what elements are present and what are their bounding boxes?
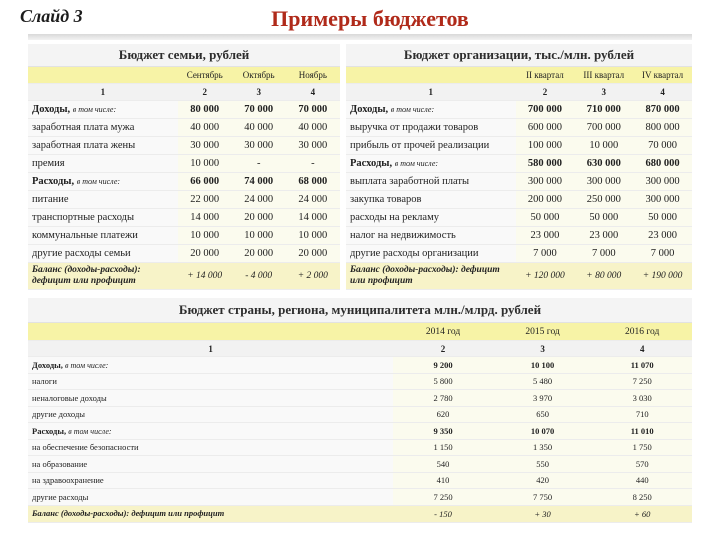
table-row [28,390,692,407]
value-cell: - [286,155,340,173]
value-cell: 7 750 [493,489,593,506]
value-cell: 410 [393,472,493,489]
value-cell: 300 000 [633,191,692,209]
balance-value: + 14 000 [178,263,232,290]
row-label-cell [28,119,178,137]
value-cell: 24 000 [286,191,340,209]
column-header-row [28,323,692,341]
value-cell: 23 000 [516,227,575,245]
value-cell: 23 000 [574,227,633,245]
country-budget-table [28,323,692,523]
row-label: Доходы, [32,104,71,115]
row-label-cell [28,489,393,506]
row-label-cell [28,245,178,263]
table-row [28,137,340,155]
row-label: премия [32,158,65,169]
value-cell: 7 250 [393,489,493,506]
table-row [346,101,692,119]
value-cell: 710 000 [574,101,633,119]
value-cell: 40 000 [178,119,232,137]
value-cell: 70 000 [232,101,286,119]
balance-row [28,505,692,522]
table-row [28,101,340,119]
value-cell: 8 250 [592,489,692,506]
row-label: неналоговые доходы [32,392,107,403]
table-row [346,227,692,245]
column-header: III квартал [574,67,633,84]
table-row [28,191,340,209]
value-cell: 20 000 [232,209,286,227]
value-cell: 80 000 [178,101,232,119]
row-label-cell [28,227,178,245]
table-row [346,173,692,191]
table-row [28,406,692,423]
table-row [346,191,692,209]
value-cell: - [232,155,286,173]
column-header-row [346,67,692,84]
value-cell: 30 000 [178,137,232,155]
table-row [28,245,340,263]
value-cell: 870 000 [633,101,692,119]
balance-value: - 150 [393,505,493,522]
balance-row [346,263,692,290]
value-cell: 50 000 [633,209,692,227]
row-label-cell [28,456,393,473]
org-table-title: Бюджет организации, тыс./млн. рублей [346,44,692,67]
value-cell: 10 000 [232,227,286,245]
column-index: 2 [393,341,493,357]
balance-value: + 2 000 [286,263,340,290]
value-cell: 20 000 [232,245,286,263]
value-cell: 68 000 [286,173,340,191]
column-header: 2015 год [493,323,593,341]
value-cell: 300 000 [516,173,575,191]
table-row [28,119,340,137]
country-budget-panel [28,298,692,526]
column-index: 2 [516,84,575,101]
row-note: в том числе: [390,105,435,114]
table-row [346,137,692,155]
column-index: 3 [493,341,593,357]
balance-label: Баланс (доходы-расходы): дефицит или профицит [346,263,516,290]
value-cell: 1 750 [592,439,692,456]
value-cell: 24 000 [232,191,286,209]
value-cell: 40 000 [286,119,340,137]
value-cell: 300 000 [633,173,692,191]
value-cell: 3 970 [493,390,593,407]
column-index: 3 [232,84,286,101]
row-label-cell [28,472,393,489]
row-label-cell [28,406,393,423]
value-cell: 50 000 [516,209,575,227]
row-label: другие расходы организации [350,248,479,259]
row-label: Расходы, [32,425,67,436]
slide-title: Примеры бюджетов [271,6,469,31]
value-cell: 10 070 [493,423,593,440]
row-label: на обеспечение безопасности [32,442,139,453]
value-cell: 9 200 [393,357,493,374]
value-cell: 420 [493,472,593,489]
value-cell: 40 000 [232,119,286,137]
row-label: другие доходы [32,409,85,420]
value-cell: 9 350 [393,423,493,440]
value-cell: 620 [393,406,493,423]
value-cell: 50 000 [574,209,633,227]
value-cell: 800 000 [633,119,692,137]
table-row [28,373,692,390]
row-label: Расходы, [32,176,75,187]
row-label: закупка товаров [350,194,422,205]
value-cell: 100 000 [516,137,575,155]
value-cell: 7 250 [592,373,692,390]
row-label: другие расходы [32,491,89,502]
value-cell: 2 780 [393,390,493,407]
row-label-cell [28,357,393,374]
value-cell: 300 000 [574,173,633,191]
balance-value: + 80 000 [574,263,633,290]
row-label: Доходы, [32,359,63,370]
row-label-cell [346,209,516,227]
table-row [28,173,340,191]
row-label-cell [346,137,516,155]
column-index-row [28,341,692,357]
family-budget-panel [28,44,340,296]
value-cell: 550 [493,456,593,473]
column-index: 4 [286,84,340,101]
table-row [28,489,692,506]
row-label-cell [346,119,516,137]
header-empty-cell [28,67,178,84]
column-index: 4 [633,84,692,101]
value-cell: 440 [592,472,692,489]
column-index: 1 [28,84,178,101]
row-label: другие расходы семьи [32,248,131,259]
column-header: 2014 год [393,323,493,341]
value-cell: 11 010 [592,423,692,440]
country-table-title: Бюджет страны, региона, муниципалитета млн./млрд. рублей [28,298,692,323]
value-cell: 5 480 [493,373,593,390]
column-index: 1 [346,84,516,101]
value-cell: 650 [493,406,593,423]
row-label: коммунальные платежи [32,230,138,241]
row-label-cell [28,390,393,407]
organization-budget-panel [346,44,692,296]
row-label-cell [346,155,516,173]
row-label: транспортные расходы [32,212,135,223]
row-label-cell [28,101,178,119]
value-cell: 66 000 [178,173,232,191]
value-cell: 5 800 [393,373,493,390]
row-label-cell [28,191,178,209]
table-row [346,155,692,173]
value-cell: 680 000 [633,155,692,173]
header-empty-cell [28,323,393,341]
value-cell: 14 000 [178,209,232,227]
value-cell: 1 150 [393,439,493,456]
value-cell: 200 000 [516,191,575,209]
table-row [28,227,340,245]
value-cell: 10 000 [574,137,633,155]
slide-label: Слайд 3 [20,6,83,26]
row-label-cell [28,439,393,456]
row-note: в том числе: [72,105,117,114]
value-cell: 22 000 [178,191,232,209]
row-label-cell [28,209,178,227]
title-divider [28,34,692,40]
table-row [28,423,692,440]
row-label: заработная плата жены [32,140,136,151]
value-cell: 7 000 [516,245,575,263]
column-index: 1 [28,341,393,357]
column-index-row [28,84,340,101]
column-header: Октябрь [232,67,286,84]
table-row [28,357,692,374]
balance-value: + 190 000 [633,263,692,290]
value-cell: 3 030 [592,390,692,407]
row-label: на здравоохранение [32,475,104,486]
value-cell: 70 000 [633,137,692,155]
value-cell: 30 000 [232,137,286,155]
balance-label: Баланс (доходы-расходы): дефицит или профицит [28,263,178,290]
balance-label: Баланс (доходы-расходы): дефицит или профицит [28,505,393,522]
table-row [28,456,692,473]
value-cell: 10 100 [493,357,593,374]
row-label-cell [28,173,178,191]
value-cell: 600 000 [516,119,575,137]
value-cell: 630 000 [574,155,633,173]
value-cell: 7 000 [633,245,692,263]
column-header: Ноябрь [286,67,340,84]
row-label: заработная плата мужа [32,122,135,133]
row-label: Доходы, [350,104,389,115]
table-row [28,155,340,173]
balance-row [28,263,340,290]
row-note: в том числе: [394,159,439,168]
column-header: II квартал [516,67,575,84]
value-cell: 10 000 [178,227,232,245]
row-label-cell [346,173,516,191]
column-header-row [28,67,340,84]
column-header: Сентябрь [178,67,232,84]
value-cell: 70 000 [286,101,340,119]
table-row [346,245,692,263]
balance-value: + 30 [493,505,593,522]
table-row [346,119,692,137]
balance-value: - 4 000 [232,263,286,290]
value-cell: 74 000 [232,173,286,191]
row-label: питание [32,194,69,205]
value-cell: 700 000 [574,119,633,137]
family-table-title: Бюджет семьи, рублей [28,44,340,67]
row-label-cell [28,137,178,155]
row-label-cell [28,423,393,440]
value-cell: 710 [592,406,692,423]
table-row [28,439,692,456]
value-cell: 570 [592,456,692,473]
column-header: IV квартал [633,67,692,84]
row-label: расходы на рекламу [350,212,439,223]
row-label-cell [28,373,393,390]
header-empty-cell [346,67,516,84]
row-label: прибыль от прочей реализации [350,140,490,151]
column-index: 4 [592,341,692,357]
table-row [346,209,692,227]
row-label: на образование [32,458,88,469]
value-cell: 30 000 [286,137,340,155]
row-label-cell [346,101,516,119]
value-cell: 700 000 [516,101,575,119]
value-cell: 20 000 [178,245,232,263]
value-cell: 11 070 [592,357,692,374]
row-note: в том числе: [65,360,109,370]
row-note: в том числе: [76,177,121,186]
row-label: выручка от продажи товаров [350,122,479,133]
value-cell: 10 000 [178,155,232,173]
value-cell: 580 000 [516,155,575,173]
value-cell: 20 000 [286,245,340,263]
value-cell: 540 [393,456,493,473]
table-row [28,209,340,227]
column-index: 2 [178,84,232,101]
row-label: Расходы, [350,158,393,169]
row-label-cell [28,155,178,173]
value-cell: 250 000 [574,191,633,209]
value-cell: 7 000 [574,245,633,263]
column-index: 3 [574,84,633,101]
row-note: в том числе: [68,426,112,436]
row-label-cell [346,227,516,245]
table-row [28,472,692,489]
value-cell: 1 350 [493,439,593,456]
column-header: 2016 год [592,323,692,341]
row-label-cell [346,245,516,263]
org-budget-table [346,67,692,290]
balance-value: + 120 000 [516,263,575,290]
row-label-cell [346,191,516,209]
row-label: налоги [32,376,57,387]
value-cell: 14 000 [286,209,340,227]
balance-value: + 60 [592,505,692,522]
family-budget-table [28,67,340,290]
row-label: налог на недвижимость [350,230,456,241]
value-cell: 23 000 [633,227,692,245]
value-cell: 10 000 [286,227,340,245]
row-label: выплата заработной платы [350,176,470,187]
column-index-row [346,84,692,101]
